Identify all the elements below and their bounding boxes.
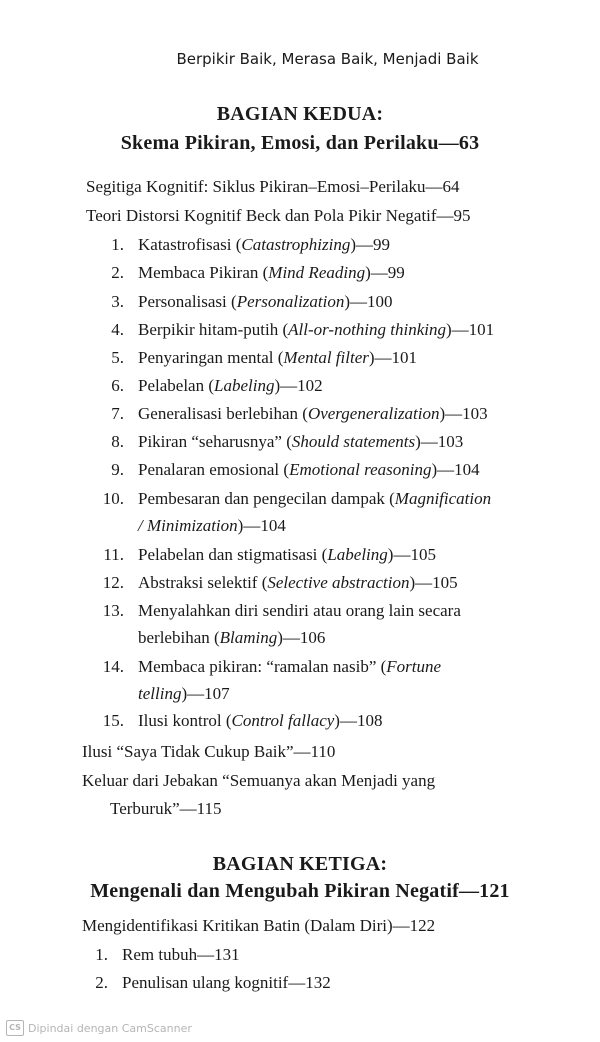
running-header: Berpikir Baik, Merasa Baik, Menjadi Baik bbox=[176, 50, 479, 68]
part2-label: BAGIAN KEDUA: bbox=[216, 103, 384, 125]
item-number: 13. bbox=[102, 601, 124, 620]
part3-title: Mengenali dan Mengubah Pikiran Negatif—121 bbox=[90, 880, 510, 902]
watermark-text: Dipindai dengan CamScanner bbox=[28, 1021, 192, 1035]
item-number: 5. bbox=[111, 348, 124, 367]
toc-entry-segitiga: Segitiga Kognitif: Siklus Pikiran–Emosi–Perilaku—64 bbox=[86, 177, 460, 196]
item-number: 10. bbox=[102, 489, 124, 508]
item-number: 15. bbox=[102, 711, 124, 730]
item-number: 2. bbox=[95, 973, 108, 992]
item-number: 6. bbox=[111, 376, 124, 395]
item-number: 9. bbox=[111, 460, 124, 479]
item-number: 14. bbox=[102, 657, 124, 676]
camscanner-logo-icon: CS bbox=[6, 1020, 24, 1036]
item-number: 8. bbox=[111, 432, 124, 451]
toc-item-10-cont: / Minimization)—104 bbox=[138, 516, 286, 535]
item-number: 1. bbox=[95, 945, 108, 964]
item-number: 11. bbox=[103, 545, 124, 564]
part2-title: Skema Pikiran, Emosi, dan Perilaku—63 bbox=[120, 132, 480, 154]
toc-item-14-cont: telling)—107 bbox=[138, 684, 230, 703]
toc-entry-mengidentifikasi: Mengidentifikasi Kritikan Batin (Dalam Diri)—122 bbox=[82, 916, 436, 935]
toc-entry-teori-distorsi: Teori Distorsi Kognitif Beck dan Pola Pikir Negatif—95 bbox=[86, 206, 471, 225]
part3-label: BAGIAN KETIGA: bbox=[212, 853, 388, 875]
item-number: 3. bbox=[111, 292, 124, 311]
item-number: 1. bbox=[111, 235, 124, 254]
scanner-watermark bbox=[6, 1020, 192, 1036]
toc-entry-keluar: Keluar dari Jebakan “Semuanya akan Menjadi yang bbox=[82, 771, 436, 790]
item-number: 4. bbox=[111, 320, 124, 339]
item-number: 12. bbox=[102, 573, 124, 592]
item-number: 7. bbox=[111, 404, 124, 423]
item-number: 2. bbox=[111, 263, 124, 282]
toc-entry-keluar-cont: Terburuk”—115 bbox=[110, 799, 222, 818]
toc-entry-ilusi: Ilusi “Saya Tidak Cukup Baik”—110 bbox=[82, 742, 336, 761]
toc-item-13-cont: berlebihan (Blaming)—106 bbox=[138, 628, 326, 647]
